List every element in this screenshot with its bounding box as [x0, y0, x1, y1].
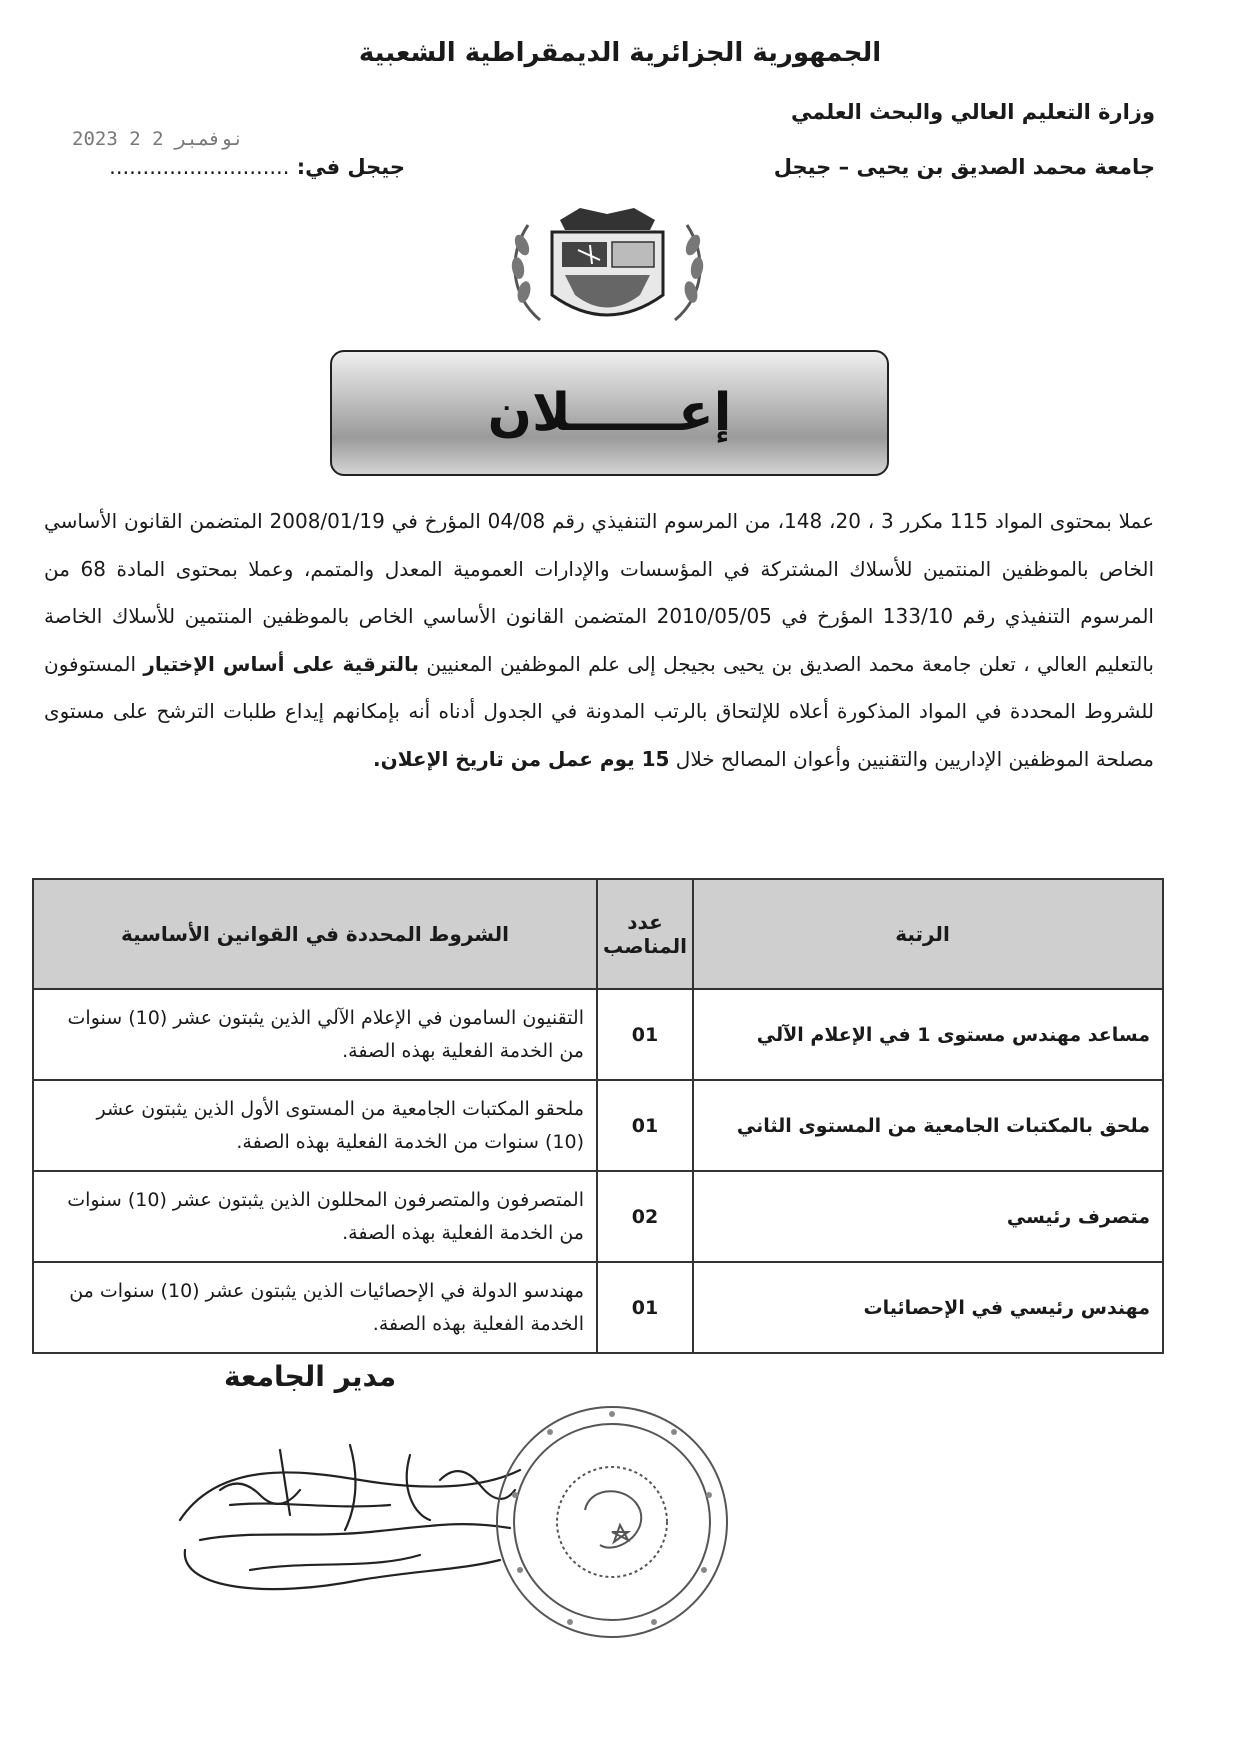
cell-count: 01: [597, 1080, 693, 1171]
cell-conditions: ملحقو المكتبات الجامعية من المستوى الأول الذين يثبتون عشر (10) سنوات من الخدمة الفعلية بهذه الصفة.: [33, 1080, 597, 1171]
cell-conditions: المتصرفون والمتصرفون المحللون الذين يثبتون عشر (10) سنوات من الخدمة الفعلية بهذه الصفة.: [33, 1171, 597, 1262]
cell-grade: مهندس رئيسي في الإحصائيات: [693, 1262, 1163, 1353]
body-part-1: عملا بمحتوى المواد 115 مكرر 3 ، 20، 148، من المرسوم التنفيذي رقم 04/08 المؤرخ في 2008/01/19 المتضمن القانون الأساسي الخاص بالموظفين المنتمين للأسلاك المشتركة في المؤسسات والإدارات العمومية المعدل والمتمم، وعملا بمحتوى المادة 68 من المرسوم التنفيذي رقم 133/10 المؤرخ في 2010/05/05 المتضمن القانون الأساسي الخاص بالموظفين المنتمين للأسلاك الخاصة بالتعليم العالي ، تعلن جامعة محمد الصديق بن يحيى بجيجل إلى علم الموظفين المعنيين: [44, 509, 1155, 676]
handwritten-signature: [160, 1420, 540, 1600]
positions-table: [32, 878, 1164, 1354]
cell-count: 01: [597, 989, 693, 1080]
ministry-name: وزارة التعليم العالي والبحث العلمي: [790, 100, 1155, 124]
director-title: مدير الجامعة: [223, 1360, 397, 1393]
cell-grade: مساعد مهندس مستوى 1 في الإعلام الآلي: [693, 989, 1163, 1080]
body-part-2: المستوفون للشروط المحددة في المواد المذكورة أعلاه للإلتحاق بالرتب المدونة في الجدول أدناه أنه بإمكانهم إيداع طلبات الترشح على مستوى مصلحة الموظفين الإداريين والتقنيين وأعوان المصالح خلال: [44, 651, 1154, 771]
place-date-line: [45, 155, 405, 179]
university-name: جامعة محمد الصديق بن يحيى – جيجل: [773, 155, 1155, 179]
cell-conditions: مهندسو الدولة في الإحصائيات الذين يثبتون عشر (10) سنوات من الخدمة الفعلية بهذه الصفة.: [33, 1262, 597, 1353]
header-conditions: الشروط المحددة في القوانين الأساسية: [33, 879, 597, 989]
header-grade: الرتبة: [693, 879, 1163, 989]
announcement-title-box: [330, 350, 889, 476]
cell-conditions: التقنيون السامون في الإعلام الآلي الذين يثبتون عشر (10) سنوات من الخدمة الفعلية بهذه الصفة.: [33, 989, 597, 1080]
body-emphasis-promotion: بالترقية على أساس الإختيار: [143, 651, 420, 676]
cell-grade: متصرف رئيسي: [693, 1171, 1163, 1262]
table-row: [33, 989, 1163, 1080]
cell-grade: ملحق بالمكتبات الجامعية من المستوى الثاني: [693, 1080, 1163, 1171]
republic-heading: الجمهورية الجزائرية الديمقراطية الشعبية: [358, 38, 882, 68]
header-count: عدد المناصب: [597, 879, 693, 989]
announcement-body: [44, 498, 1154, 783]
table-header-row: [33, 879, 1163, 989]
university-emblem: [500, 200, 715, 335]
cell-count: 01: [597, 1262, 693, 1353]
body-emphasis-deadline: 15 يوم عمل من تاريخ الإعلان.: [373, 746, 670, 771]
place-label: جيجل في:: [296, 155, 405, 179]
announcement-title: إعــــــلان: [487, 383, 732, 443]
table-row: [33, 1080, 1163, 1171]
official-seal: [490, 1400, 735, 1645]
place-dots: ...........................: [109, 155, 290, 179]
date-stamp: 2023 نوفمبر 2 2: [72, 128, 244, 150]
cell-count: 02: [597, 1171, 693, 1262]
table-row: [33, 1171, 1163, 1262]
table-row: [33, 1262, 1163, 1353]
